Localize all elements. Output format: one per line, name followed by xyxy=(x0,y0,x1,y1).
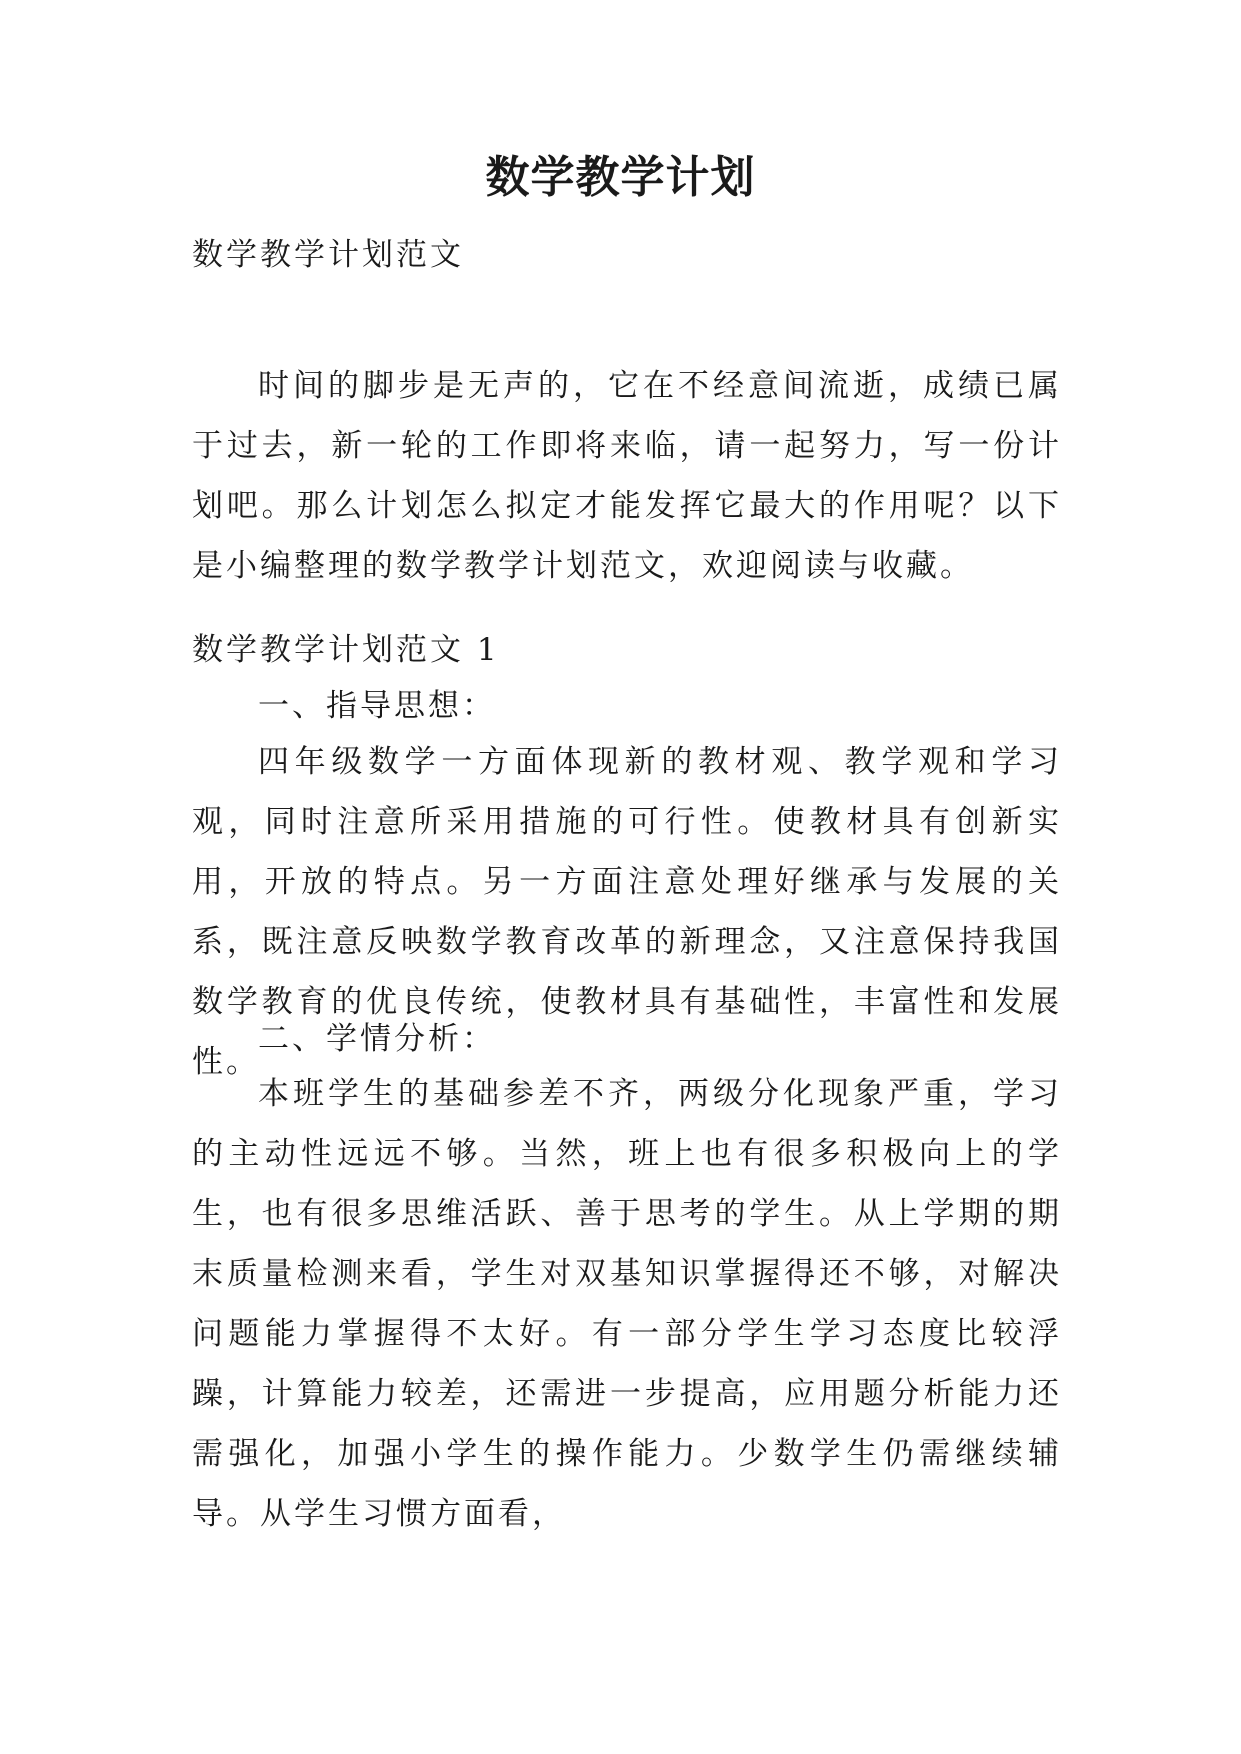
heading-guiding-ideology: 一、指导思想： xyxy=(258,688,496,724)
document-title: 数学教学计划 xyxy=(485,152,756,203)
document-subtitle: 数学教学计划范文 xyxy=(192,237,464,273)
section-title: 数学教学计划范文 1 xyxy=(192,632,500,668)
heading-student-analysis: 二、学情分析： xyxy=(258,1021,496,1057)
paragraph-guiding-ideology: 四年级数学一方面体现新的教材观、教学观和学习观，同时注意所采用措施的可行性。使教材具有创新实用，开放的特点。另一方面注意处理好继承与发展的关系，既注意反映数学教育改革的新理念，又注意保持我国数学教育的优良传统，使教材具有基础性，丰富性和发展性。 xyxy=(192,744,1062,1080)
paragraph-student-analysis: 本班学生的基础参差不齐，两级分化现象严重，学习的主动性远远不够。当然，班上也有很多积极向上的学生，也有很多思维活跃、善于思考的学生。从上学期的期末质量检测来看，学生对双基知识掌握得还不够，对解决问题能力掌握得不太好。有一部分学生学习态度比较浮躁，计算能力较差，还需进一步提高，应用题分析能力还需强化，加强小学生的操作能力。少数学生仍需继续辅导。从学生习惯方面看， xyxy=(192,1076,1062,1532)
intro-paragraph: 时间的脚步是无声的，它在不经意间流逝，成绩已属于过去，新一轮的工作即将来临，请一起努力，写一份计划吧。那么计划怎么拟定才能发挥它最大的作用呢？以下是小编整理的数学教学计划范文，欢迎阅读与收藏。 xyxy=(192,368,1062,584)
